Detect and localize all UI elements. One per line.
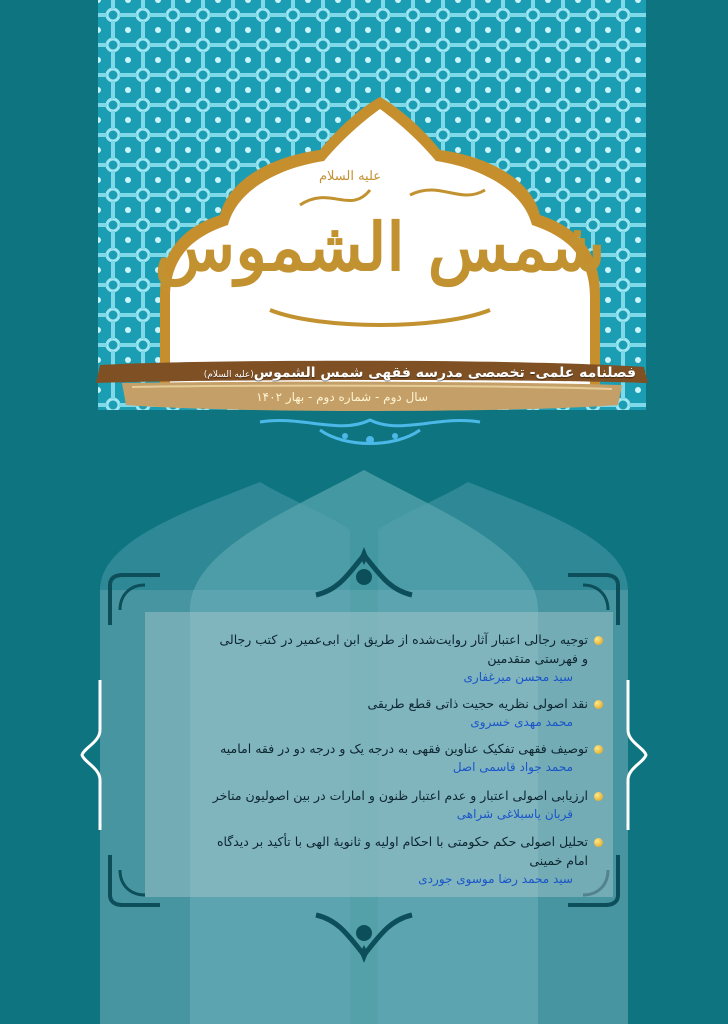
- article-title-cont: و فهرستی متقدمین: [487, 651, 588, 666]
- right-bracket-ornament: [608, 680, 648, 830]
- svg-text:شمس الشموس: شمس الشموس: [154, 208, 606, 286]
- article-5: [163, 832, 603, 888]
- bullet-icon: [594, 838, 603, 847]
- bullet-icon: [594, 700, 603, 709]
- bullet-icon: [594, 636, 603, 645]
- article-author: محمد جواد قاسمی اصل: [452, 760, 573, 774]
- title-arch: [150, 95, 610, 385]
- article-title: نقد اصولی نظریه حجیت ذاتی قطع طریقی: [163, 694, 603, 713]
- svg-text:علیه السلام: علیه السلام: [318, 169, 382, 184]
- article-author: محمد مهدی خسروی: [470, 715, 573, 729]
- title-banner: [92, 355, 652, 415]
- article-title: توصیف فقهی تفکیک عناوین فقهی به درجه یک و درجه دو در فقه امامیه: [163, 739, 603, 758]
- left-bracket-ornament: [80, 680, 120, 830]
- bottom-ornament: [308, 905, 420, 965]
- bullet-icon: [594, 745, 603, 754]
- article-title: ارزیابی اصولی اعتبار و عدم اعتبار ظنون و امارات در بین اصولیون متاخر: [163, 786, 603, 805]
- article-2: [163, 694, 603, 731]
- article-4: [163, 786, 603, 823]
- article-author: سید محمد رضا موسوی جوردی: [418, 872, 573, 886]
- journal-title: فصلنامه علمی- تخصصی مدرسه فقهی شمس الشموس(علیه السلام): [203, 365, 636, 381]
- article-author: قربان یاسبلاغی شراهی: [456, 807, 573, 821]
- article-title: تحلیل اصولی حکم حکومتی با احکام اولیه و ثانویهٔ الهی با تأکید بر دیدگاه: [163, 832, 603, 851]
- article-3: [163, 739, 603, 776]
- top-ornament: [308, 545, 420, 605]
- banner-ornament: [250, 410, 490, 455]
- article-author: سید محسن میرغفاری: [463, 670, 573, 684]
- bullet-icon: [594, 792, 603, 801]
- issue-line: سال دوم - شماره دوم - بهار ۱۴۰۲: [256, 390, 428, 404]
- article-title-cont: امام خمینی: [529, 853, 588, 868]
- article-1: [163, 630, 603, 686]
- article-title: توجیه رجالی اعتبار آثار روایت‌شده از طریق ابن ابی‌عمیر در کتب رجالی: [163, 630, 603, 649]
